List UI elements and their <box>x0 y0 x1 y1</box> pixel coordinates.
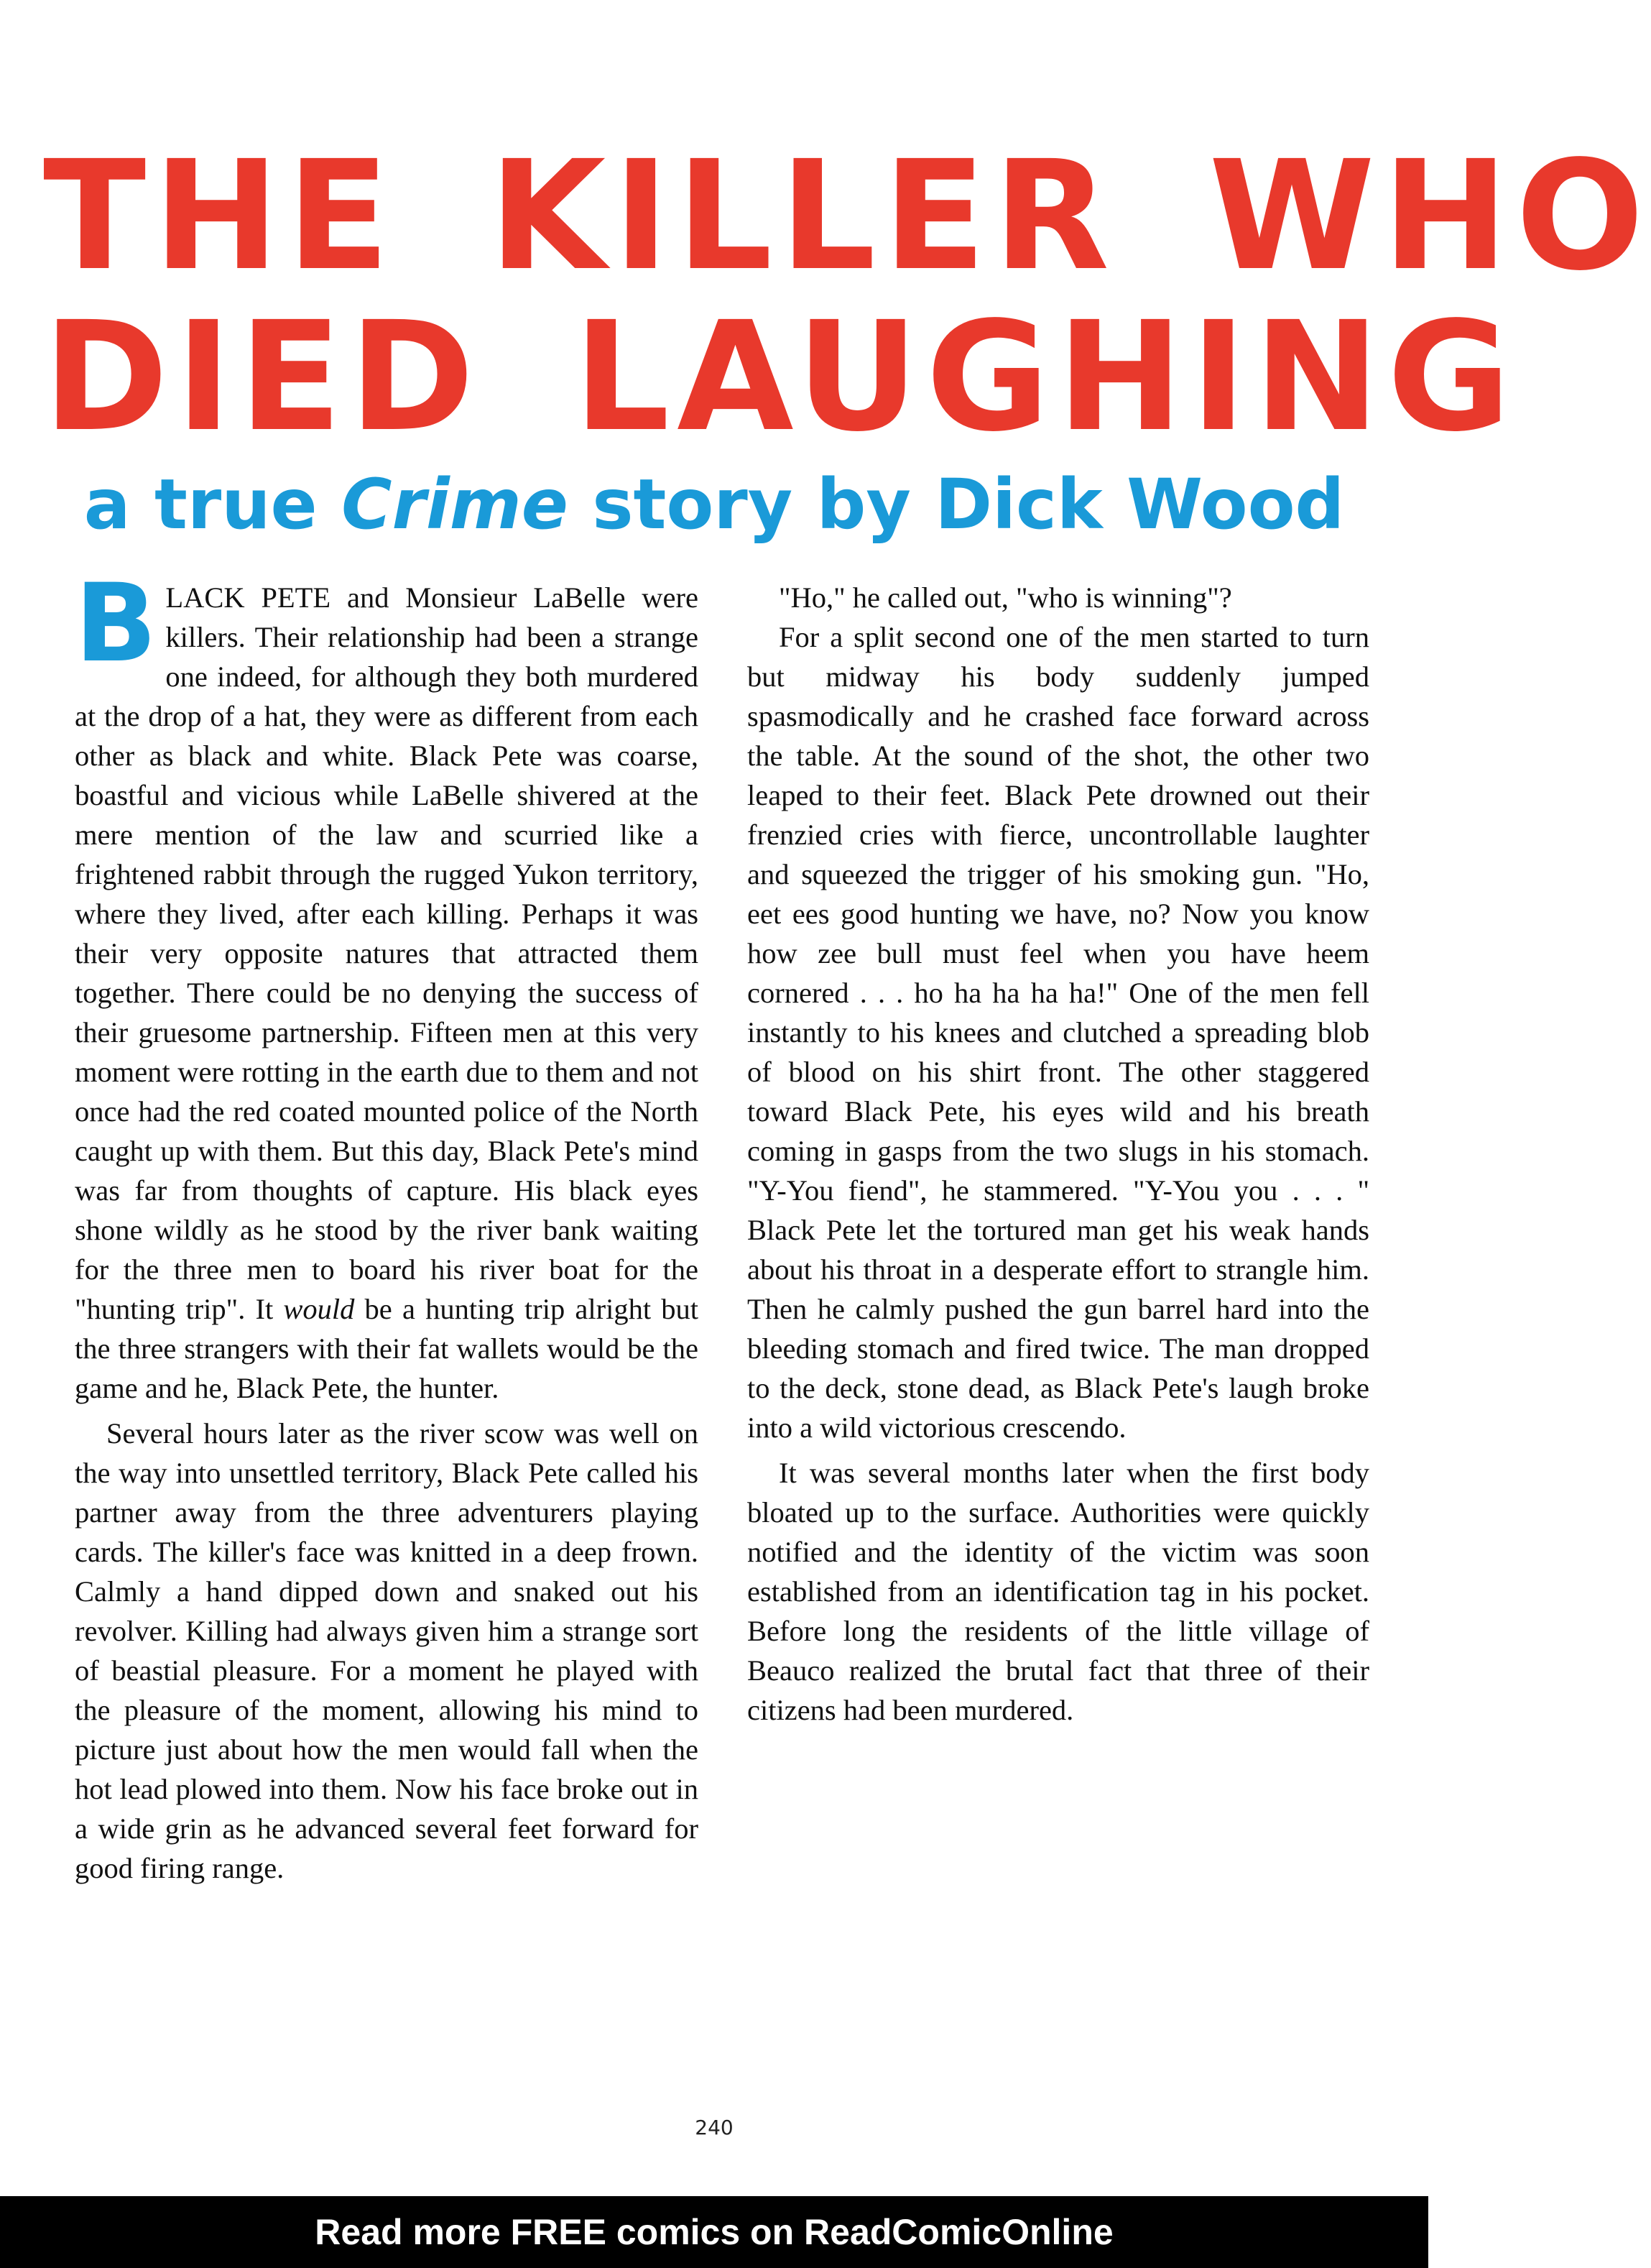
story-paragraph-3: "Ho," he called out, "who is winning"? <box>779 581 1232 614</box>
subtitle-byline: story by Dick Wood <box>592 464 1345 545</box>
story-paragraph-4: For a split second one of the men started to turn but midway his body suddenly jumped spasmodically and he crashed face forward across the table. At the sound of the shot, the other two leaped to their feet. Black Pete drowned out their frenzied cries with fierce, uncontrollable laughter and squeezed the trigger of his smoking gun. "Ho, eet ees good hunting we have, no? Now you know how zee bull must feel when you have heem cornered . . . ho ha ha ha ha!" One of the men fell instantly to his knees and clutched a spreading blob of blood on his shirt front. The other staggered toward Black Pete, his eyes wild and his breath coming in gasps from the two slugs in his stomach. "Y-You fiend", he stammered. "Y-You you . . . " Black Pete let the tortured man get his weak hands about his throat in a desperate effort to strangle him. Then he calmly pushed the gun barrel hard into the bleeding stomach and fired twice. The man dropped to the deck, stone dead, as Black Pete's laugh broke into a wild victorious crescendo. <box>747 621 1369 1444</box>
story-paragraph-5: It was several months later when the first body bloated up to the surface. Authorities were quickly notified and the identity of the victim was soon established from an identification tag in his pocket. Before long the residents of the little village of Beauco realized the brutal fact that three of their citizens had been murdered. <box>747 1457 1369 1726</box>
story-title-line-2: DIED LAUGHING <box>43 289 1519 465</box>
page-number: 240 <box>695 2116 734 2139</box>
paragraph-1-body: and Monsieur LaBelle were killers. Their relationship had been a strange one indeed, for although they both murdered at the drop of a hat, they were as different from each other as black and white. Black Pete was coarse, boastful and vicious while LaBelle shivered at the mere mention of the law and scurried like a frightened rabbit through the rugged Yukon territory, where they lived, after each killing. Perhaps it was their very opposite natures that attracted them together. There could be no denying the success of their gruesome partnership. Fifteen men at this very moment were rotting in the earth due to them and not once had the red coated mounted police of the North caught up with them. But this day, Black Pete's mind was far from thoughts of capture. His black eyes shone wildly as he stood by the river bank waiting for the three men to board his river boat for the "hunting trip". It <box>75 581 698 1325</box>
drop-cap: B <box>75 561 157 686</box>
subtitle-crime-word: Crime <box>341 464 568 545</box>
story-column-left <box>75 561 698 1888</box>
story-paragraph-2: Several hours later as the river scow was well on the way into unsettled territory, Black Pete called his partner away from the three adventurers playing cards. The killer's face was knitted in a deep frown. Calmly a hand dipped down and snaked out his revolver. Killing had always given him a strange sort of beastial pleasure. For a moment he played with the pleasure of the moment, allowing his mind to picture just about how the men would fall when the hot lead plowed into them. Now his face broke out in a wide grin as he advanced several feet forward for good firing range. <box>75 1417 698 1884</box>
lead-in: LACK PETE <box>165 581 331 614</box>
story-title-line-1: THE KILLER WHO <box>43 128 1651 304</box>
promo-footer-banner[interactable]: Read more FREE comics on ReadComicOnline <box>0 2196 1428 2268</box>
story-column-right <box>747 578 1369 1730</box>
subtitle-prefix: a true <box>83 464 318 545</box>
paragraph-1-end: be a hunting trip alright but the three strangers with their fat wallets would be the game and he, Black Pete, the hunter. <box>75 1293 698 1404</box>
paragraph-1-emphasis: would <box>283 1293 355 1325</box>
story-paragraph-1 <box>75 561 698 1408</box>
story-subtitle <box>72 464 1356 545</box>
